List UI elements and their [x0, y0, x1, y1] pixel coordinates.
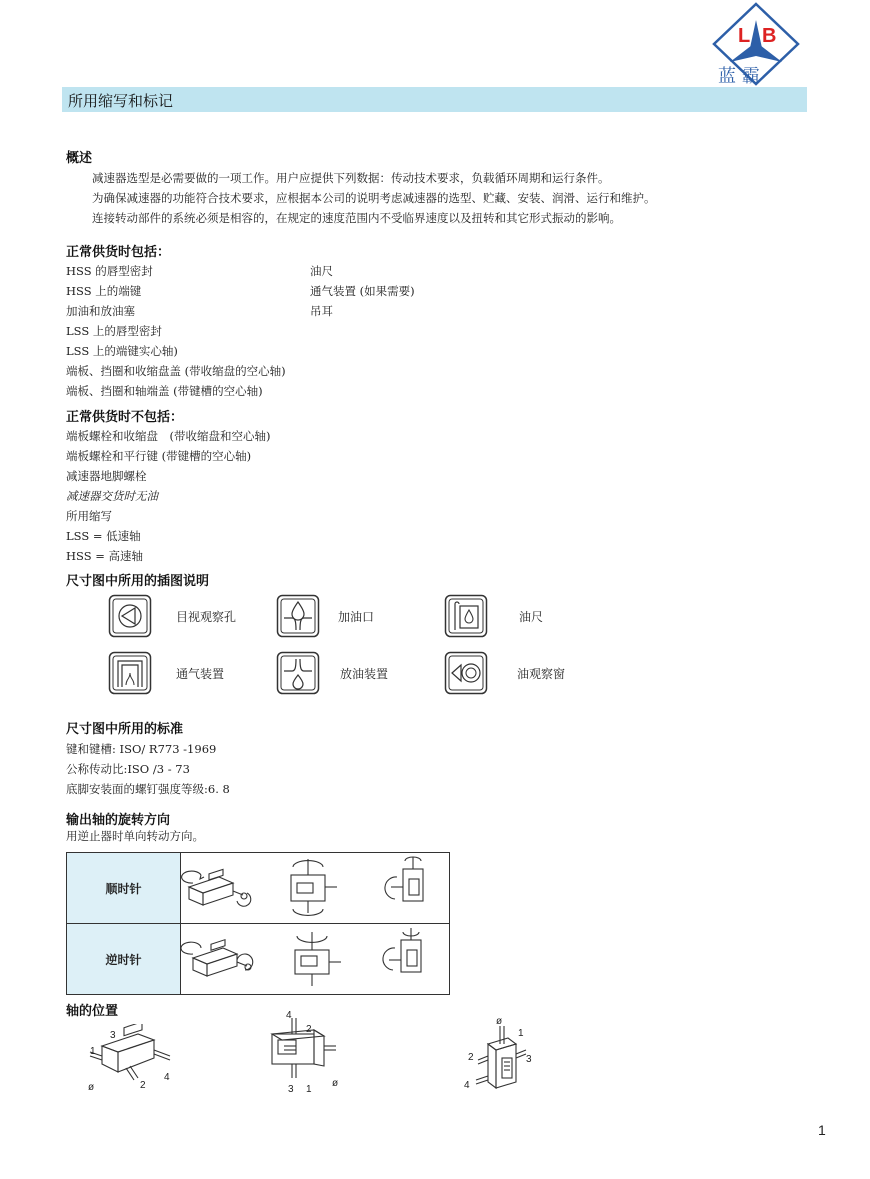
shaft-position-figure-3 — [464, 1014, 554, 1098]
rotation-heading: 输出轴的旋转方向 — [66, 813, 171, 828]
shaft-label: 2 — [140, 1080, 146, 1091]
included-left-list — [66, 261, 286, 401]
list-item: 减速器地脚螺栓 — [66, 469, 147, 483]
list-item: 通气装置 (如果需要) — [310, 284, 415, 298]
shaft-label: 3 — [110, 1030, 116, 1041]
shaft-label: 4 — [286, 1010, 292, 1021]
oil-window-icon — [444, 651, 488, 695]
list-item: 端板螺栓和平行键 (带键槽的空心轴) — [66, 449, 252, 463]
shaft-label: 3 — [288, 1084, 294, 1095]
list-item: HSS 的唇型密封 — [66, 264, 153, 278]
page-title: 所用缩写和标记 — [68, 92, 174, 110]
list-item: 端板、挡圈和收缩盘盖 (带收缩盘的空心轴) — [66, 364, 286, 378]
legend-label-oil-fill: 加油口 — [338, 610, 375, 624]
shaft-label: 4 — [464, 1080, 470, 1091]
shaft-label: 2 — [468, 1052, 474, 1063]
logo-letter-l: L — [738, 25, 751, 47]
legend-label-oil-window: 油观察窗 — [517, 667, 566, 681]
standards-heading: 尺寸图中所用的标准 — [66, 722, 184, 737]
overview-line-2: 为确保减速器的功能符合技术要求，应根据本公司的说明考虑减速器的选型、贮藏、安装、润滑、运行和维护。 — [92, 191, 656, 205]
shaft-label: 2 — [306, 1024, 312, 1035]
list-item: 所用缩写 — [66, 509, 112, 523]
list-item: 键和键槽: ISO/ R773 -1969 — [66, 742, 217, 756]
gearbox-rotation-figures — [181, 924, 449, 990]
table-row — [67, 924, 450, 995]
list-item: 端板、挡圈和轴端盖 (带键槽的空心轴) — [66, 384, 263, 398]
rotation-label-clockwise: 顺时针 — [67, 853, 181, 924]
logo-letter-b: B — [762, 25, 777, 47]
list-item: 吊耳 — [310, 304, 333, 318]
included-right-list — [310, 261, 415, 321]
shaft-label: ø — [88, 1082, 95, 1093]
list-item: LSS 上的端键实心轴) — [66, 344, 178, 358]
shaft-label: 1 — [518, 1028, 524, 1039]
overview-line-1: 减速器选型是必需要做的一项工作。用户应提供下列数据：传动技术要求，负载循环周期和运行条件。 — [92, 171, 610, 185]
overview-line-3: 连接转动部件的系统必须是相容的，在规定的速度范围内不受临界速度以及扭转和其它形式振动的影响。 — [92, 211, 621, 225]
overview-heading: 概述 — [66, 151, 93, 166]
header-bar — [62, 87, 807, 112]
shaft-label: 1 — [306, 1084, 312, 1095]
list-item: 端板螺栓和收缩盘 (带收缩盘和空心轴) — [66, 429, 271, 443]
shaft-label: 4 — [164, 1072, 170, 1083]
logo-name: 蓝 霸 — [718, 66, 760, 87]
shaft-label: 1 — [90, 1046, 96, 1057]
legend-label-sight-hole: 目视观察孔 — [176, 610, 237, 624]
list-item: 油尺 — [310, 264, 333, 278]
legend-label-oil-drain: 放油装置 — [340, 667, 389, 681]
rotation-subtitle: 用逆止器时单向转动方向。 — [66, 829, 204, 843]
company-logo — [712, 2, 800, 88]
rotation-table — [66, 852, 450, 995]
shaft-position-figure-1 — [80, 1024, 190, 1094]
shaft-label: ø — [496, 1016, 503, 1027]
shaft-label: 3 — [526, 1054, 532, 1065]
legend-label-dipstick: 油尺 — [519, 610, 544, 624]
standards-list — [66, 739, 230, 799]
list-item: 减速器交货时无油 — [66, 489, 158, 503]
gearbox-rotation-figures — [181, 853, 449, 919]
rotation-figures-counterclockwise — [181, 924, 450, 995]
oil-fill-icon — [276, 594, 320, 638]
list-item: 公称传动比:ISO /3 - 73 — [66, 762, 190, 776]
list-item: HSS = 高速轴 — [66, 549, 144, 563]
page-number: 1 — [818, 1122, 826, 1138]
excluded-heading: 正常供货时不包括： — [66, 410, 184, 425]
list-item: LSS 上的唇型密封 — [66, 324, 162, 338]
dipstick-icon — [444, 594, 488, 638]
list-item: 底脚安装面的螺钉强度等级:6. 8 — [66, 782, 230, 796]
sight-hole-icon — [108, 594, 152, 638]
table-row — [67, 853, 450, 924]
list-item: LSS = 低速轴 — [66, 529, 141, 543]
breather-icon — [108, 651, 152, 695]
list-item: 加油和放油塞 — [66, 304, 135, 318]
oil-drain-icon — [276, 651, 320, 695]
shaft-position-figure-2 — [262, 1008, 352, 1098]
list-item: HSS 上的端键 — [66, 284, 142, 298]
rotation-label-counterclockwise: 逆时针 — [67, 924, 181, 995]
excluded-list — [66, 426, 270, 566]
shaft-position-heading: 轴的位置 — [66, 1004, 119, 1019]
legend-heading: 尺寸图中所用的插图说明 — [66, 574, 210, 589]
legend-label-breather: 通气装置 — [176, 667, 225, 681]
rotation-figures-clockwise — [181, 853, 450, 924]
included-heading: 正常供货时包括： — [66, 245, 171, 260]
shaft-label: ø — [332, 1078, 339, 1089]
